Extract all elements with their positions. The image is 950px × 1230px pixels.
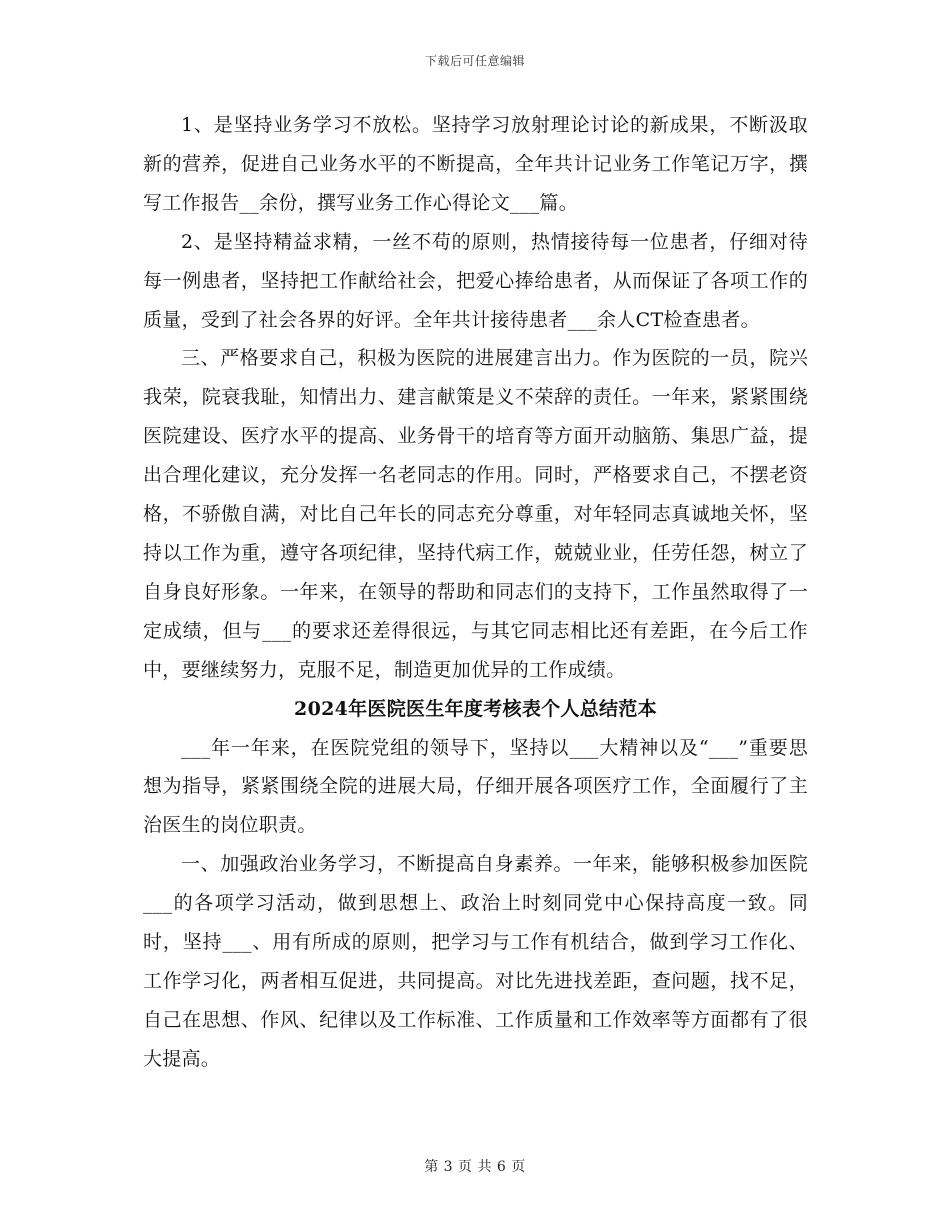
header-note: 下载后可任意编辑 [424,54,525,68]
paragraph-political-study: 一、加强政治业务学习，不断提高自身素养。一年来，能够积极参加医院___的各项学习活动，做到思想上、政治上时刻同党中心保持高度一致。同时，坚持___、用有所成的原则，把学习与工作有机结合，做到学习工作化、工作学习化，两者相互促进，共同提高。对比先进找差距，查问题，找不足，自己在思想、作风、纪律以及工作标准、工作质量和工作效率等方面都有了很大提高。 [143,853,808,1070]
paragraph-strict-requirements: 三、严格要求自己，积极为医院的进展建言出力。作为医院的一员，院兴我荣，院衰我耻，知情出力、建言献策是义不荣辞的责任。一年来，紧紧围绕医院建设、医疗水平的提高、业务骨干的培育等方面开动脑筋、集思广益，提出合理化建议，充分发挥一名老同志的作用。同时，严格要求自己，不摆老资格，不骄傲自满，对比自己年长的同志充分尊重，对年轻同志真诚地关怀，坚持以工作为重，遵守各项纪律，坚持代病工作，兢兢业业，任劳任怨，树立了自身良好形象。一年来，在领导的帮助和同志们的支持下，工作虽然取得了一定成绩，但与___的要求还差得很远，与其它同志相比还有差距，在今后工作中，要继续努力，克服不足，制造更加优异的工作成绩。 [143,347,808,681]
section-title: 2024年医院医生年度考核表个人总结范本 [294,697,657,720]
paragraph-patient-care: 2、是坚持精益求精，一丝不苟的原则，热情接待每一位患者，仔细对待每一例患者，坚持把工作献给社会，把爱心捧给患者，从而保证了各项工作的质量，受到了社会各界的好评。全年共计接待患者___余人CT检查患者。 [143,230,808,331]
paragraph-business-study: 1、是坚持业务学习不放松。坚持学习放射理论讨论的新成果，不断汲取新的营养，促进自己业务水平的不断提高，全年共计记业务工作笔记万字，撰写工作报告__余份，撰写业务工作心得论文___篇。 [143,114,808,214]
paragraph-intro: ___年一年来，在医院党组的领导下，坚持以___大精神以及“___”重要思想为指导，紧紧围绕全院的进展大局，仔细开展各项医疗工作，全面履行了主治医生的岗位职责。 [143,736,808,837]
document-body [143,106,808,1079]
page-number: 第 3 页 共 6 页 [424,1159,526,1175]
